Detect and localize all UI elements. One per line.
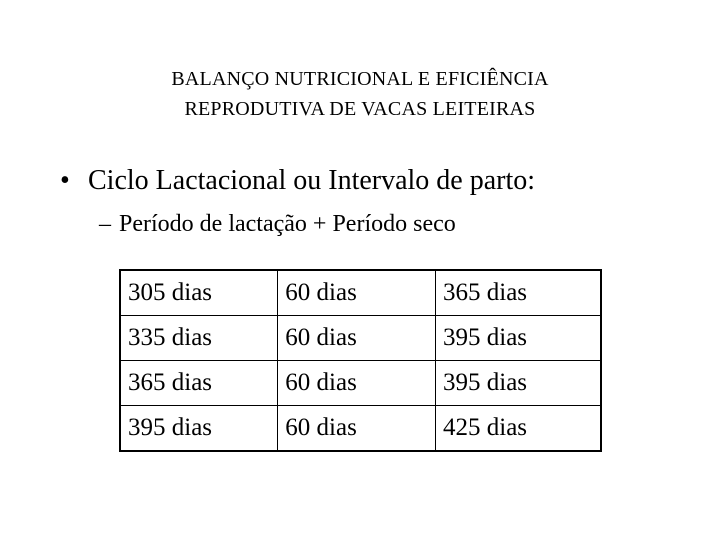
table-cell: 60 dias [278, 316, 436, 361]
table-cell: 365 dias [120, 361, 278, 406]
bullet-text: Ciclo Lactacional ou Intervalo de parto: [88, 165, 536, 196]
bullet-item [60, 163, 535, 199]
table-cell: 60 dias [278, 361, 436, 406]
table-cell: 365 dias [436, 270, 601, 316]
bullet-icon: • [60, 165, 70, 196]
table-row [120, 361, 601, 406]
sub-bullet-item [99, 208, 456, 240]
table-cell: 425 dias [436, 406, 601, 452]
table-row [120, 270, 601, 316]
table-cell: 395 dias [436, 361, 601, 406]
lactation-cycle-table [119, 269, 602, 452]
table-cell: 395 dias [120, 406, 278, 452]
table-cell: 335 dias [120, 316, 278, 361]
slide-title [0, 64, 720, 124]
table-cell: 395 dias [436, 316, 601, 361]
slide-title-line-2: REPRODUTIVA DE VACAS LEITEIRAS [184, 98, 536, 120]
table-row [120, 406, 601, 452]
table-cell: 60 dias [278, 270, 436, 316]
table-cell: 305 dias [120, 270, 278, 316]
table-row [120, 316, 601, 361]
table-cell: 60 dias [278, 406, 436, 452]
dash-icon: – [99, 211, 111, 237]
sub-bullet-text: Período de lactação + Período seco [119, 211, 456, 237]
slide-title-line-1: BALANÇO NUTRICIONAL E EFICIÊNCIA [171, 68, 549, 90]
